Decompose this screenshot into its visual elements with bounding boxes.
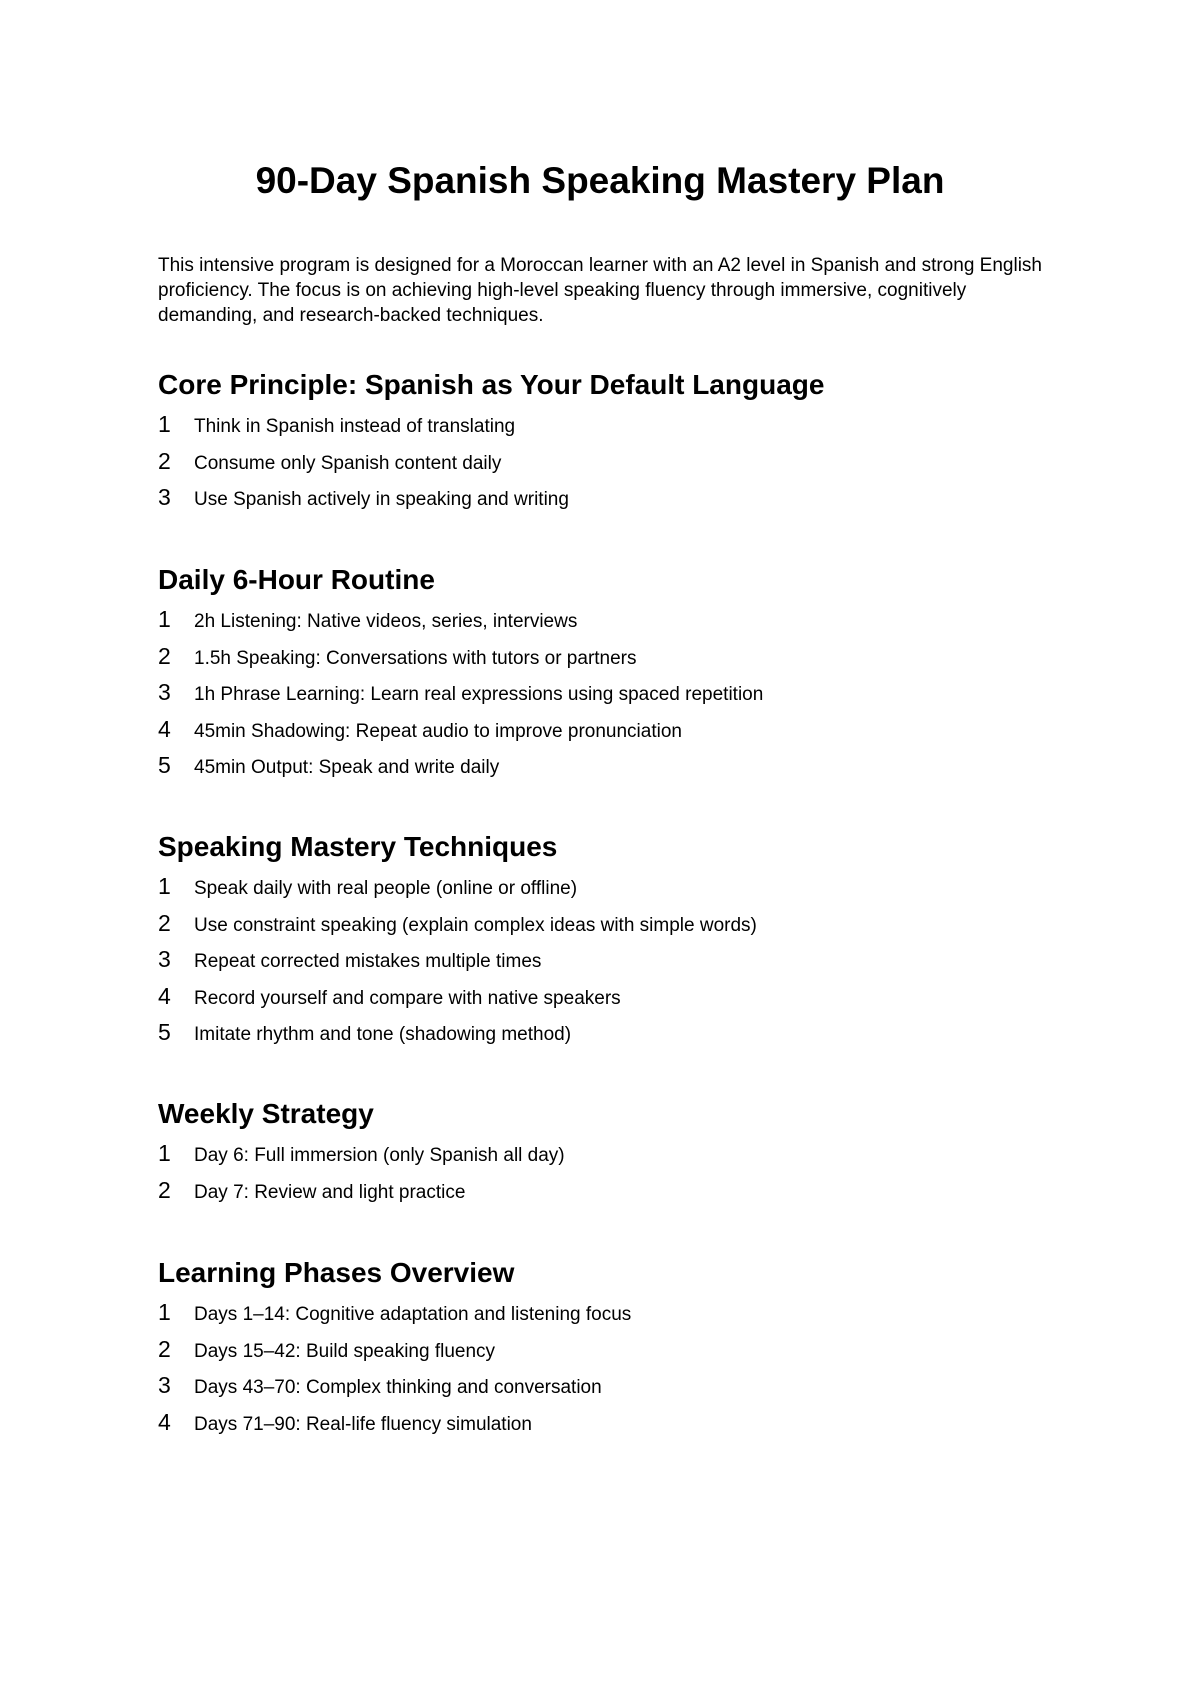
- item-number: 2: [158, 1335, 171, 1362]
- section-heading: Learning Phases Overview: [158, 1257, 515, 1288]
- item-text: 45min Shadowing: Repeat audio to improve pronunciation: [194, 720, 682, 742]
- item-text: Day 6: Full immersion (only Spanish all day): [194, 1145, 565, 1166]
- list-item: [158, 944, 1058, 981]
- item-text: Repeat corrected mistakes multiple times: [194, 951, 542, 972]
- list-item: [158, 1017, 1058, 1054]
- intro-paragraph: This intensive program is designed for a Moroccan learner with an A2 level in Spanish and strong English proficiency. The focus is on achieving high-level speaking fluency through immersive, cognitively demanding, and research-backed techniques.: [158, 255, 1042, 326]
- numbered-list: [158, 409, 1058, 519]
- list-item: [158, 409, 1058, 446]
- list-item: [158, 908, 1058, 945]
- item-number: 2: [158, 447, 171, 474]
- item-text: Imitate rhythm and tone (shadowing method): [194, 1024, 572, 1045]
- item-text: Day 7: Review and light practice: [194, 1181, 466, 1203]
- item-text: Speak daily with real people (online or offline): [194, 878, 578, 899]
- list-item: [158, 1297, 1058, 1334]
- list-item: [158, 714, 1058, 751]
- section-heading: Weekly Strategy: [158, 1098, 374, 1129]
- item-number: 3: [158, 1372, 171, 1398]
- item-text: Think in Spanish instead of translating: [194, 416, 516, 437]
- numbered-list: [158, 604, 1058, 787]
- numbered-list: [158, 1297, 1058, 1443]
- item-text: Record yourself and compare with native speakers: [194, 987, 621, 1009]
- list-item: [158, 1334, 1058, 1371]
- numbered-list: [158, 871, 1058, 1054]
- item-text: Days 15–42: Build speaking fluency: [194, 1340, 496, 1362]
- item-number: 4: [158, 1408, 171, 1435]
- list-item: [158, 871, 1058, 908]
- section-heading: Speaking Mastery Techniques: [158, 831, 558, 862]
- item-number: 1: [158, 1140, 171, 1166]
- list-item: [158, 1370, 1058, 1407]
- list-item: [158, 641, 1058, 678]
- item-text: 1h Phrase Learning: Learn real expressions using spaced repetition: [194, 684, 764, 705]
- item-number: 4: [158, 982, 171, 1009]
- item-text: 45min Output: Speak and write daily: [194, 757, 500, 778]
- section-core-principle: [158, 367, 1058, 519]
- list-item: [158, 446, 1058, 483]
- item-number: 5: [158, 752, 171, 778]
- list-item: [158, 1407, 1058, 1444]
- list-item: [158, 981, 1058, 1018]
- numbered-list: [158, 1138, 1058, 1211]
- list-item: [158, 482, 1058, 519]
- item-number: 2: [158, 909, 171, 936]
- section-learning-phases: [158, 1255, 1058, 1443]
- item-number: 1: [158, 873, 171, 899]
- list-item: [158, 677, 1058, 714]
- list-item: [158, 750, 1058, 787]
- section-daily-routine: [158, 562, 1058, 787]
- item-number: 5: [158, 1019, 171, 1045]
- section-heading: Core Principle: Spanish as Your Default Language: [158, 369, 825, 400]
- item-number: 1: [158, 1299, 171, 1325]
- item-number: 1: [158, 411, 171, 437]
- item-number: 4: [158, 715, 171, 742]
- item-text: Use Spanish actively in speaking and writing: [194, 489, 569, 510]
- item-number: 2: [158, 642, 171, 669]
- item-text: Days 71–90: Real-life fluency simulation: [194, 1413, 532, 1435]
- list-item: [158, 1175, 1058, 1212]
- list-item: [158, 1138, 1058, 1175]
- item-number: 3: [158, 484, 171, 510]
- section-heading: Daily 6-Hour Routine: [158, 564, 435, 595]
- item-text: 2h Listening: Native videos, series, interviews: [194, 611, 578, 632]
- item-number: 3: [158, 679, 171, 705]
- item-text: 1.5h Speaking: Conversations with tutors or partners: [194, 647, 637, 669]
- list-item: [158, 604, 1058, 641]
- item-text: Consume only Spanish content daily: [194, 452, 502, 474]
- document-title: 90-Day Spanish Speaking Mastery Plan: [255, 160, 945, 201]
- item-number: 1: [158, 606, 171, 632]
- item-text: Use constraint speaking (explain complex ideas with simple words): [194, 914, 757, 936]
- item-number: 2: [158, 1176, 171, 1203]
- item-text: Days 43–70: Complex thinking and conversation: [194, 1377, 602, 1398]
- section-weekly-strategy: [158, 1096, 1058, 1211]
- section-speaking-techniques: [158, 829, 1058, 1054]
- item-number: 3: [158, 946, 171, 972]
- item-text: Days 1–14: Cognitive adaptation and listening focus: [194, 1304, 632, 1325]
